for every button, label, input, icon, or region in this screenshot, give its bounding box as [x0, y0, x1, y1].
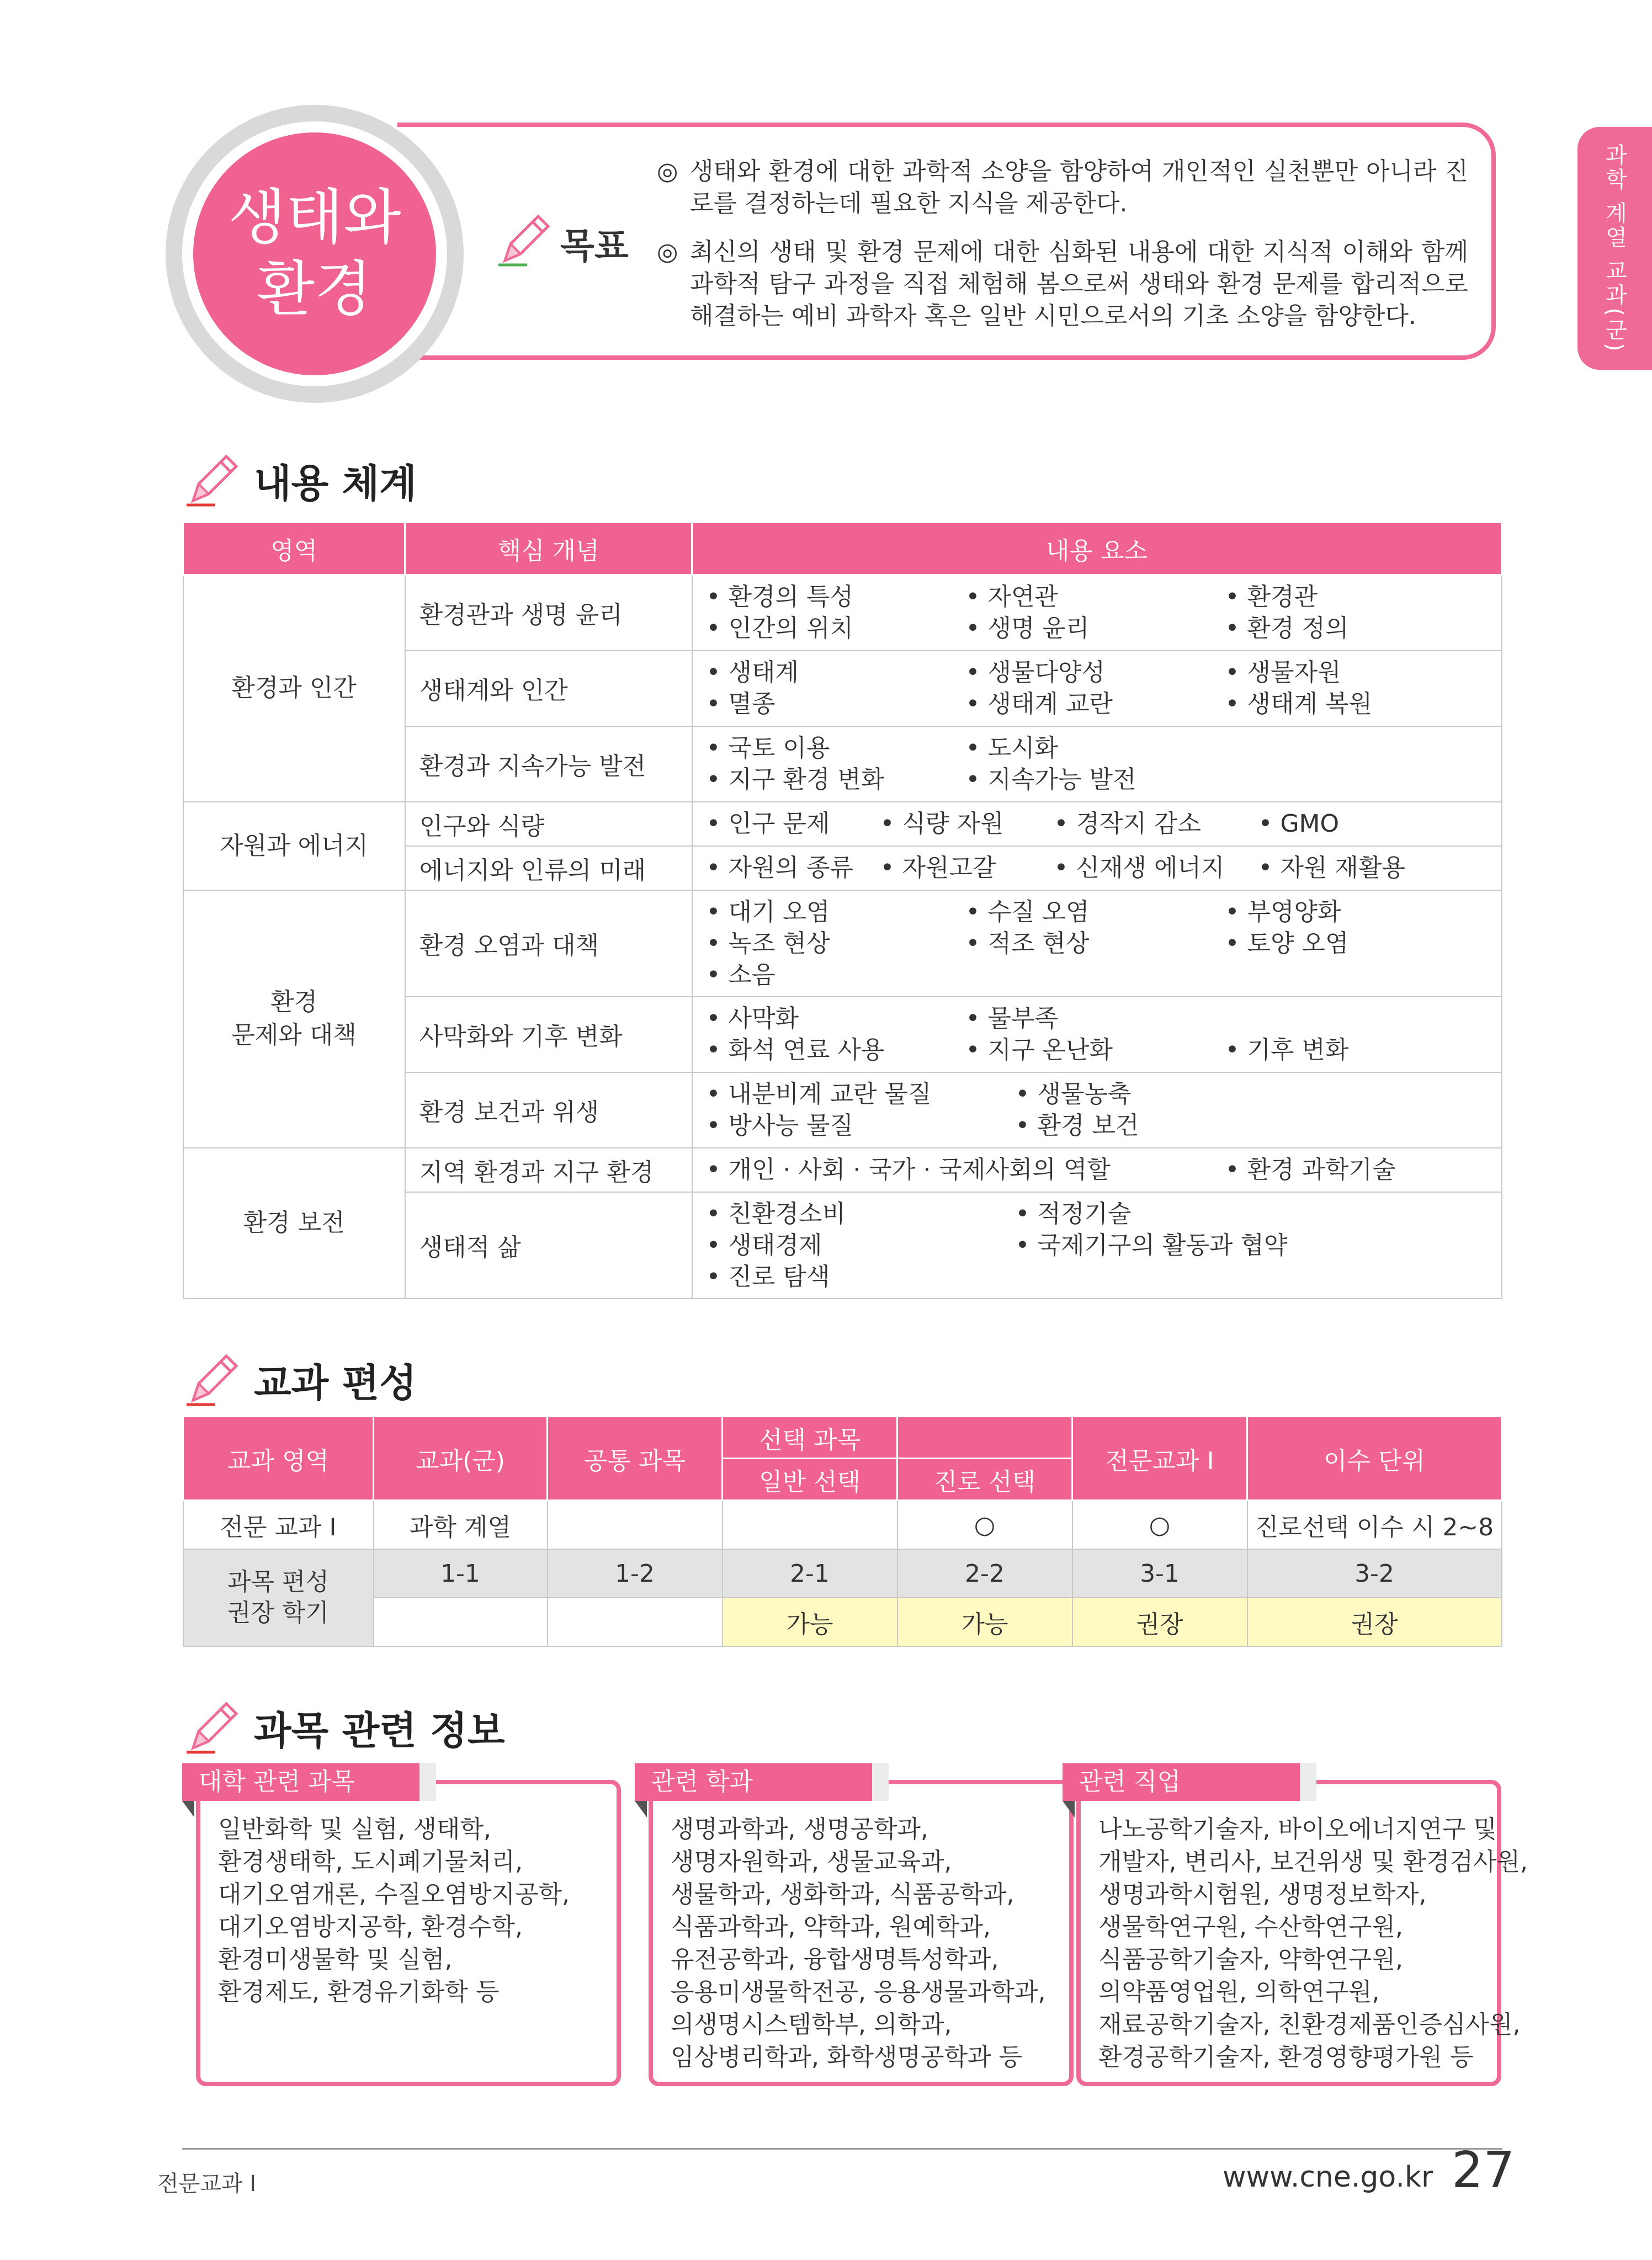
- info-body-jobs: 나노공학기술자, 바이오에너지연구 및 개발자, 변리사, 보건위생 및 환경검사원, 생명과학시험원, 생명정보학자, 생물학연구원, 수산학연구원, 식품공학기술자, 약학연구원, 의약품영업원, 의학연구원, 재료공학기술자, 친환경제품인증심사원, 환경공학기술자, 환경영향평가원 등: [1098, 1815, 1528, 2071]
- semester-cell: 1-1: [374, 1549, 548, 1598]
- section-info: [182, 1694, 504, 1761]
- header-group: 교과(군): [374, 1417, 548, 1501]
- elements-cell: • 자원의 종류 • 자원고갈 • 신재생 에너지 • 자원 재활용: [692, 846, 1502, 890]
- org-cell: 진로선택 이수 시 2~8: [1247, 1501, 1502, 1550]
- org-cell: ○: [897, 1501, 1072, 1550]
- core-cell: 환경 오염과 대책: [405, 890, 692, 997]
- info-head-depts: 관련 학과: [635, 1763, 872, 1801]
- header-units: 이수 단위: [1247, 1417, 1502, 1501]
- org-cell: 전문 교과 I: [183, 1501, 374, 1550]
- double-circle-icon: ◎: [657, 157, 678, 185]
- recommend-cell: [374, 1598, 548, 1646]
- content-table: [182, 522, 1502, 1299]
- goal-label: 목표: [560, 226, 629, 267]
- double-circle-icon: ◎: [657, 238, 678, 266]
- recommend-cell: 가능: [897, 1598, 1072, 1646]
- semester-cell: 2-1: [723, 1549, 897, 1598]
- elements-cell: • 대기 오염 • 수질 오염 • 부영양화 • 녹조 현상 • 적조 현상 • 토양 오염 • 소음: [692, 890, 1502, 997]
- section-org: [182, 1347, 417, 1413]
- goal-item-2: ◎ 최신의 생태 및 환경 문제에 대한 심화된 내용에 대한 지식적 이해와 함께 과학적 탐구 과정을 직접 체험해 봄으로써 생태와 환경 문제를 합리적으로 해결하는 예비 과학자 혹은 일반 시민으로서의 기초 소양을 함양한다.: [657, 236, 1468, 332]
- recommend-cell: 권장: [1247, 1598, 1502, 1646]
- header-career: 진로 선택: [897, 1459, 1072, 1501]
- core-cell: 에너지와 인류의 미래: [405, 846, 692, 890]
- core-cell: 인구와 식량: [405, 802, 692, 846]
- elements-cell: • 내분비계 교란 물질 • 생물농축 • 방사능 물질 • 환경 보건: [692, 1072, 1502, 1148]
- org-cell: [548, 1501, 723, 1550]
- subject-title: 생태와 환경: [193, 132, 436, 375]
- elements-cell: • 사막화 • 물부족 • 화석 연료 사용 • 지구 온난화 • 기후 변화: [692, 997, 1502, 1072]
- area-cell: 자원과 에너지: [183, 802, 405, 890]
- semester-cell: 2-2: [897, 1549, 1072, 1598]
- core-cell: 환경과 지속가능 발전: [405, 726, 692, 802]
- recommend-cell: 권장: [1072, 1598, 1247, 1646]
- area-cell: 환경 보전: [183, 1148, 405, 1299]
- core-cell: 환경 보건과 위생: [405, 1072, 692, 1148]
- org-table: [182, 1416, 1502, 1647]
- core-cell: 생태적 삶: [405, 1192, 692, 1299]
- elements-cell: • 국토 이용 • 도시화 • 지구 환경 변화 • 지속가능 발전: [692, 726, 1502, 802]
- info-body-courses: 일반화학 및 실험, 생태학, 환경생태학, 도시폐기물처리, 대기오염개론, 수질오염방지공학, 대기오염방지공학, 환경수학, 환경미생물학 및 실험, 환경제도, 환경유기화학 등: [218, 1815, 570, 2006]
- semester-label: 과목 편성 권장 학기: [183, 1549, 374, 1646]
- pencil-icon: [182, 450, 243, 511]
- semester-cell: 3-1: [1072, 1549, 1247, 1598]
- area-cell: 환경 문제와 대책: [183, 890, 405, 1148]
- header-core: 핵심 개념: [405, 523, 692, 575]
- elements-cell: • 친환경소비 • 적정기술 • 생태경제 • 국제기구의 활동과 협약 • 진로 탐색: [692, 1192, 1502, 1299]
- header-elective-blank: [897, 1417, 1072, 1459]
- semester-cell: 3-2: [1247, 1549, 1502, 1598]
- core-cell: 지역 환경과 지구 환경: [405, 1148, 692, 1192]
- semester-cell: 1-2: [548, 1549, 723, 1598]
- page-number: 27: [1452, 2141, 1515, 2199]
- side-tab: 과학 계열 교과(군): [1577, 127, 1652, 370]
- pencil-icon: [182, 1349, 243, 1410]
- core-cell: 생태계와 인간: [405, 651, 692, 726]
- org-cell: 과학 계열: [374, 1501, 548, 1550]
- info-head-courses: 대학 관련 과목: [182, 1763, 419, 1801]
- header-elements: 내용 요소: [692, 523, 1502, 575]
- header-common: 공통 과목: [548, 1417, 723, 1501]
- footer-divider: [182, 2148, 1502, 2150]
- recommend-cell: 가능: [723, 1598, 897, 1646]
- elements-cell: • 환경의 특성 • 자연관 • 환경관 • 인간의 위치 • 생명 윤리 • 환경 정의: [692, 575, 1502, 651]
- header-area: 교과 영역: [183, 1417, 374, 1501]
- section-content: [182, 447, 417, 513]
- info-head-jobs: 관련 직업: [1063, 1763, 1300, 1801]
- header-area: 영역: [183, 523, 405, 575]
- org-cell: [723, 1501, 897, 1550]
- section-title: 과목 관련 정보: [254, 1708, 505, 1753]
- fold-corner: [182, 1801, 194, 1817]
- fold-corner: [1063, 1801, 1075, 1817]
- core-cell: 사막화와 기후 변화: [405, 997, 692, 1072]
- fold-corner: [635, 1801, 647, 1817]
- info-body-depts: 생명과학과, 생명공학과, 생명자원학과, 생물교육과, 생물학과, 생화학과, 식품공학과, 식품과학과, 약학과, 원예학과, 유전공학과, 융합생명특성학과, 응용미생물학전공, 응용생물과학과, 의생명시스템학부, 의학과, 임상병리학과, 화학생명공학과 등: [671, 1815, 1046, 2071]
- footer-url[interactable]: www.cne.go.kr: [1223, 2161, 1433, 2194]
- header-elective: 선택 과목: [723, 1417, 897, 1459]
- area-cell: 환경과 인간: [183, 575, 405, 802]
- footer-label: 전문교과 Ⅰ: [157, 2171, 257, 2197]
- goal-item-1: ◎ 생태와 환경에 대한 과학적 소양을 함양하여 개인적인 실천뿐만 아니라 진로를 결정하는데 필요한 지식을 제공한다.: [657, 156, 1468, 220]
- section-title: 교과 편성: [254, 1360, 417, 1406]
- recommend-cell: [548, 1598, 723, 1646]
- elements-cell: • 생태계 • 생물다양성 • 생물자원 • 멸종 • 생태계 교란 • 생태계 복원: [692, 651, 1502, 726]
- org-cell: ○: [1072, 1501, 1247, 1550]
- header-pro: 전문교과 I: [1072, 1417, 1247, 1501]
- header-general: 일반 선택: [723, 1459, 897, 1501]
- elements-cell: • 개인 · 사회 · 국가 · 국제사회의 역할 • 환경 과학기술: [692, 1148, 1502, 1192]
- section-title: 내용 체계: [254, 460, 417, 506]
- core-cell: 환경관과 생명 윤리: [405, 575, 692, 651]
- elements-cell: • 인구 문제 • 식량 자원 • 경작지 감소 • GMO: [692, 802, 1502, 846]
- pencil-icon: [494, 210, 555, 270]
- pencil-icon: [182, 1697, 243, 1758]
